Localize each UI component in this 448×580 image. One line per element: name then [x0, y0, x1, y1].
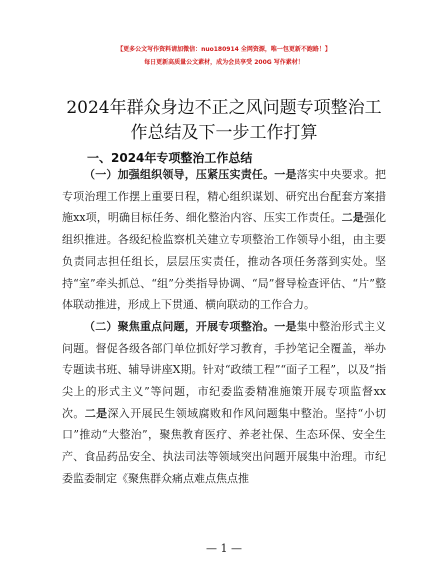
document-body	[62, 164, 386, 490]
paragraph-2-marker-2: 二是	[84, 406, 108, 420]
section-heading: 一、2024年专项整治工作总结	[87, 151, 253, 165]
promo-banner-line-1: 【更多公文写作资料请加微信：nuo180914 全网资源，唯一包更新不跑路！】	[117, 46, 331, 53]
paragraph-2-marker-1: 一是	[274, 319, 297, 333]
paragraph-2	[62, 316, 386, 490]
paragraph-2-lead: （二）聚焦重点问题，开展专项整治。	[84, 319, 275, 333]
paragraph-1	[62, 164, 386, 316]
paragraph-2-text-1: 集中整治形式主义问题。督促各级各部门单位抓好学习教育，手抄笔记全覆盖，举办专题读书班、辅导讲座X期。针对“政绩工程”“面子工程”，以及“指尖上的形式主义”等问题，市纪委监委精准施策开展专项监督xx次。	[62, 319, 387, 420]
page-number: — 1 —	[206, 542, 242, 555]
paragraph-1-lead: （一）加强组织领导，压紧压实责任。	[84, 168, 275, 181]
paragraph-2-text-2: 深入开展民生领域腐败和作风问题集中整治。坚持“小切口”推动“大整治”，聚焦教育医疗、养老社保、生态环保、安全生产、食品药品安全、执法司法等领域突出问题开展集中治理。市纪委监委制定《聚焦群众痛点难点焦点推	[62, 406, 387, 485]
document-title: 2024年群众身边不正之风问题专项整治工作总结及下一步工作打算	[66, 98, 382, 143]
paragraph-1-marker-1: 一是	[274, 168, 297, 181]
promo-banner-line-2: 每日更新高质量公文素材，成为会员享受 200G 写作素材！	[144, 59, 304, 66]
paragraph-1-marker-2: 二是	[341, 211, 364, 225]
paragraph-1-text-2: 强化组织推进。各级纪检监察机关建立专项整治工作领导小组，由主要负责同志担任组长，层层压实责任，推动各项任务落到实处。坚持“室”牵头抓总、“组”分类指导协调、“局”督导检查评估、“片”整体联动推进，形成上下贯通、横向联动的工作合力。	[62, 211, 387, 312]
paragraph-1-text-1: 落实中央要求。把专项治理工作摆上重要日程，精心组织谋划、研究出台配套方案措施xx项，明确目标任务、细化整治内容、压实工作责任。	[62, 168, 387, 225]
